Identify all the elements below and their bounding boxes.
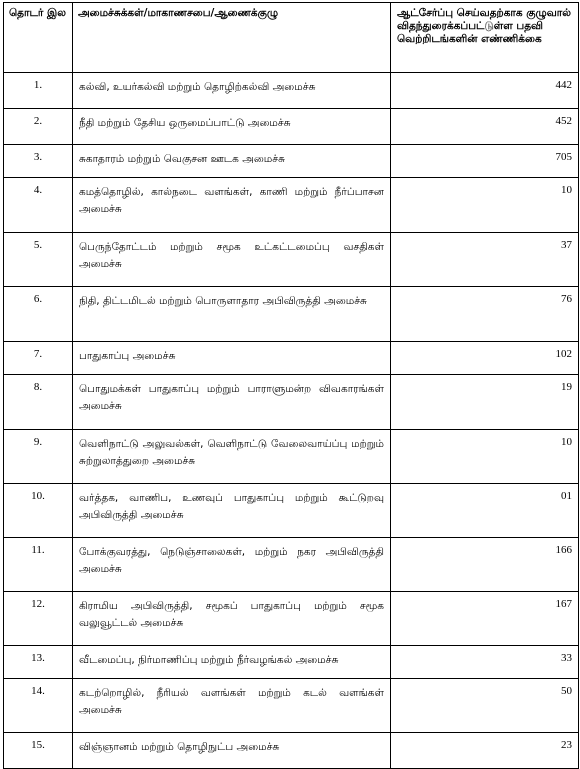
serial-number-cell: 6. xyxy=(4,287,73,342)
serial-number-cell: 11. xyxy=(4,538,73,592)
table-row xyxy=(4,287,579,342)
table-row xyxy=(4,430,579,484)
ministry-name-cell: வர்த்தக, வாணிப, உணவுப் பாதுகாப்பு மற்றும் கூட்டுறவு அபிவிருத்தி அமைச்சு xyxy=(73,484,391,538)
vacancy-count-cell: 166 xyxy=(391,538,579,592)
serial-number-cell: 1. xyxy=(4,73,73,109)
ministry-name-cell: நீதி மற்றும் தேசிய ஒருமைப்பாட்டு அமைச்சு xyxy=(73,109,391,145)
ministry-name-cell: வீடமைப்பு, நிர்மாணிப்பு மற்றும் நீர்வழங்கல் அமைச்சு xyxy=(73,646,391,679)
vacancy-count-cell: 167 xyxy=(391,592,579,646)
header-serial-no: தொடர் இல xyxy=(4,3,73,73)
table-row xyxy=(4,646,579,679)
serial-number-cell: 9. xyxy=(4,430,73,484)
ministry-name-cell: வெளிநாட்டு அலுவல்கள், வெளிநாட்டு வேலைவாய்ப்பு மற்றும் சுற்றுலாத்துறை அமைச்சு xyxy=(73,430,391,484)
serial-number-cell: 14. xyxy=(4,679,73,733)
vacancy-count-cell: 23 xyxy=(391,733,579,769)
header-vacancy-count: ஆட்சேர்ப்பு செய்வதற்காக குழுவால் விதந்துரைக்கப்பட்டுள்ள பதவி வெற்றிடங்களின் எண்ணிக்கை xyxy=(391,3,579,73)
serial-number-cell: 8. xyxy=(4,375,73,430)
serial-number-cell: 4. xyxy=(4,178,73,233)
table-row xyxy=(4,109,579,145)
vacancy-count-cell: 10 xyxy=(391,178,579,233)
serial-number-cell: 2. xyxy=(4,109,73,145)
vacancy-table xyxy=(3,2,579,769)
vacancy-count-cell: 19 xyxy=(391,375,579,430)
serial-number-cell: 10. xyxy=(4,484,73,538)
ministry-name-cell: பாதுகாப்பு அமைச்சு xyxy=(73,342,391,375)
table-row xyxy=(4,592,579,646)
vacancy-count-cell: 33 xyxy=(391,646,579,679)
ministry-name-cell: பெருந்தோட்டம் மற்றும் சமூக உட்கட்டமைப்பு வசதிகள் அமைச்சு xyxy=(73,233,391,287)
ministry-name-cell: பொதுமக்கள் பாதுகாப்பு மற்றும் பாராளுமன்ற விவகாரங்கள் அமைச்சு xyxy=(73,375,391,430)
table-row xyxy=(4,733,579,769)
table-row xyxy=(4,178,579,233)
vacancy-count-cell: 76 xyxy=(391,287,579,342)
vacancy-count-cell: 102 xyxy=(391,342,579,375)
serial-number-cell: 15. xyxy=(4,733,73,769)
header-row xyxy=(4,3,579,73)
vacancy-count-cell: 50 xyxy=(391,679,579,733)
table-row xyxy=(4,145,579,178)
ministry-name-cell: போக்குவரத்து, நெடுஞ்சாலைகள், மற்றும் நகர அபிவிருத்தி அமைச்சு xyxy=(73,538,391,592)
table-row xyxy=(4,538,579,592)
vacancy-count-cell: 37 xyxy=(391,233,579,287)
table-row xyxy=(4,233,579,287)
ministry-name-cell: நிதி, திட்டமிடல் மற்றும் பொருளாதார அபிவிருத்தி அமைச்சு xyxy=(73,287,391,342)
vacancy-count-cell: 705 xyxy=(391,145,579,178)
serial-number-cell: 12. xyxy=(4,592,73,646)
vacancy-count-cell: 01 xyxy=(391,484,579,538)
ministry-name-cell: சுகாதாரம் மற்றும் வெகுசன ஊடக அமைச்சு xyxy=(73,145,391,178)
serial-number-cell: 7. xyxy=(4,342,73,375)
vacancy-count-cell: 442 xyxy=(391,73,579,109)
serial-number-cell: 13. xyxy=(4,646,73,679)
vacancy-count-cell: 10 xyxy=(391,430,579,484)
table-row xyxy=(4,73,579,109)
ministry-name-cell: கடற்றொழில், நீரியல் வளங்கள் மற்றும் கடல் வளங்கள் அமைச்சு xyxy=(73,679,391,733)
ministry-name-cell: கல்வி, உயர்கல்வி மற்றும் தொழிற்கல்வி அமைச்சு xyxy=(73,73,391,109)
ministry-name-cell: விஞ்ஞானம் மற்றும் தொழிநுட்ப அமைச்சு xyxy=(73,733,391,769)
table-row xyxy=(4,375,579,430)
vacancy-count-cell: 452 xyxy=(391,109,579,145)
ministry-name-cell: கிராமிய அபிவிருத்தி, சமூகப் பாதுகாப்பு மற்றும் சமூக வலுவூட்டல் அமைச்சு xyxy=(73,592,391,646)
serial-number-cell: 5. xyxy=(4,233,73,287)
table-row xyxy=(4,342,579,375)
ministry-name-cell: கமத்தொழில், கால்நடை வளங்கள், காணி மற்றும் நீர்ப்பாசன அமைச்சு xyxy=(73,178,391,233)
table-row xyxy=(4,484,579,538)
serial-number-cell: 3. xyxy=(4,145,73,178)
table-row xyxy=(4,679,579,733)
header-ministry: அமைச்சுக்கள்/மாகாணசபை/ஆணைக்குழு xyxy=(73,3,391,73)
